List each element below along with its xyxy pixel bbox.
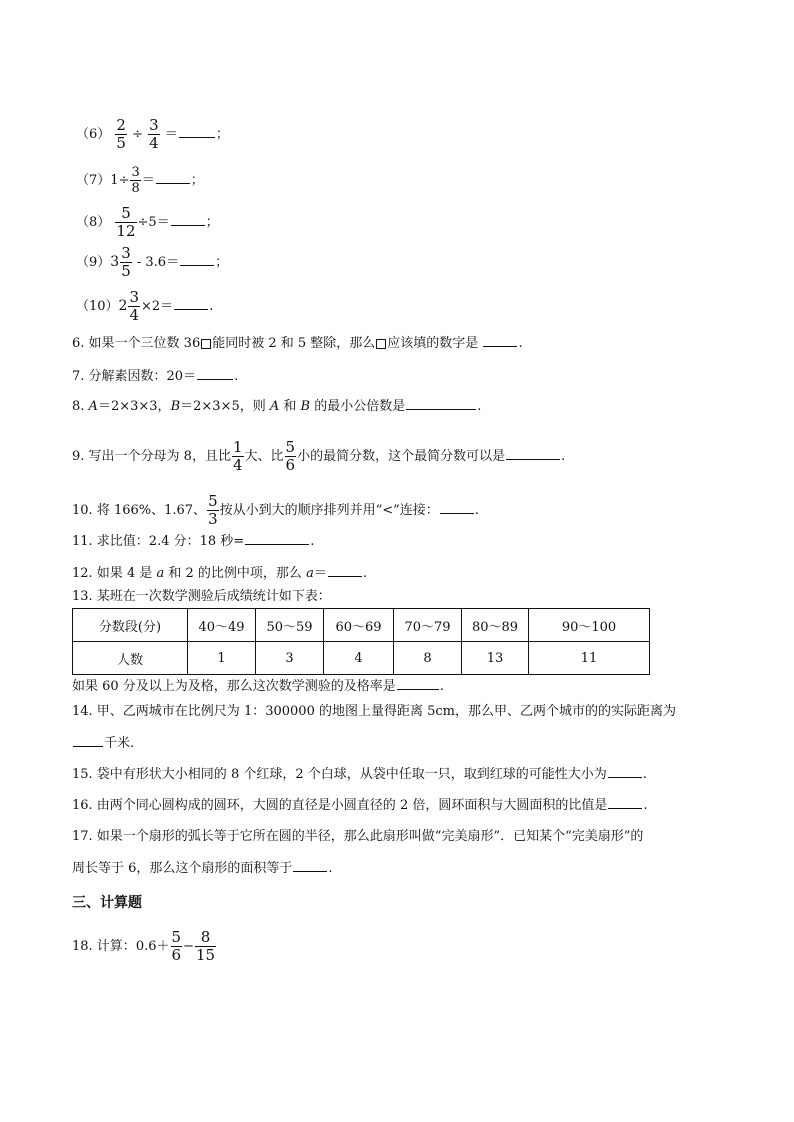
question-14: 14. 甲、乙两城市在比例尺为 1：300000 的地图上量得距离 5cm，那么甲、乙两个城市的的实际距离为 <box>72 704 676 719</box>
answer-blank <box>406 397 476 410</box>
table-row <box>73 609 650 642</box>
table-cell: 分数段(分) <box>73 609 188 642</box>
fraction: $\frac{5}{3}$ <box>208 492 218 528</box>
question-14-line2: 千米. <box>72 734 134 753</box>
question-label: （6） <box>76 127 111 142</box>
answer-blank <box>506 447 560 460</box>
answer-blank <box>156 171 190 184</box>
question-label: （8） <box>76 215 111 230</box>
fraction: $\frac{8}{15}$ <box>195 928 216 964</box>
answer-blank <box>245 532 309 545</box>
fraction: $\frac{1}{4}$ <box>232 438 243 474</box>
table-cell: 50～59 <box>256 609 324 642</box>
question-8b: 8. A＝2×3×3，B＝2×3×5，则 A 和 B 的最小公倍数是 . <box>72 399 482 414</box>
question-9b: 9. 写出一个分母为 8，且比 $\frac{1}{4}$ 大、比 $\frac{5}{6}$ 小的最简分数，这个最简分数可以是 . <box>72 438 566 474</box>
table-cell: 1 <box>188 642 256 675</box>
question-16: 16. 由两个同心圆构成的圆环，大圆的直径是小圆直径的 2 倍，圆环面积与大圆面积的比值是 . <box>72 798 648 813</box>
question-9: （9）3 $\frac{3}{5}$ - 3.6＝ ； <box>76 244 229 280</box>
fraction: $\frac{3}{4}$ <box>149 116 159 152</box>
table-cell: 4 <box>324 642 394 675</box>
answer-blank <box>440 501 474 514</box>
score-table <box>72 608 650 675</box>
fraction: $\frac{2}{5}$ <box>116 116 126 152</box>
question-label: （9） <box>76 255 111 270</box>
fraction: $\frac{5}{6}$ <box>285 438 296 474</box>
answer-blank <box>179 125 215 138</box>
table-cell: 80～89 <box>462 609 529 642</box>
box-placeholder-icon <box>201 339 211 349</box>
question-13-after: 如果 60 分及以上为及格，那么这次数学测验的及格率是 . <box>72 679 444 694</box>
table-cell: 90～100 <box>529 609 650 642</box>
answer-blank <box>197 367 233 380</box>
question-6: （6） $\frac{2}{5}$ ÷ $\frac{3}{4}$ ＝ ； <box>76 116 229 152</box>
table-cell: 8 <box>394 642 462 675</box>
question-17: 17. 如果一个扇形的弧长等于它所在圆的半径，那么此扇形叫做“完美扇形”．已知某个“完美扇形”的 <box>72 829 644 844</box>
table-cell: 11 <box>529 642 650 675</box>
question-12: 12. 如果 4 是 a 和 2 的比例中项，那么 a＝ . <box>72 566 367 581</box>
table-cell: 13 <box>462 642 529 675</box>
question-11: 11. 求比值：2.4 分：18 秒= . <box>72 534 315 549</box>
answer-blank <box>608 765 642 778</box>
question-17-line2: 周长等于 6，那么这个扇形的面积等于 . <box>72 861 333 876</box>
answer-blank <box>397 677 439 690</box>
fraction: $\frac{5}{6}$ <box>171 928 182 964</box>
question-13: 13. 某班在一次数学测验后成绩统计如下表： <box>72 589 331 604</box>
question-8: （8） $\frac{5}{12}$ ÷5＝ ； <box>76 204 219 240</box>
fraction: $\frac{3}{8}$ <box>131 165 140 196</box>
fraction: $\frac{3}{5}$ <box>121 244 131 280</box>
question-6b: 6. 如果一个三位数 36 能同时被 2 和 5 整除，那么 应该填的数字是 . <box>72 336 523 351</box>
table-row <box>73 642 650 675</box>
fraction: $\frac{5}{12}$ <box>116 204 136 240</box>
question-18: 18. 计算：0.6＋ $\frac{5}{6}$ − $\frac{8}{15}$ <box>72 928 216 964</box>
question-label: （7） <box>76 173 111 188</box>
answer-blank <box>73 734 103 747</box>
box-placeholder-icon <box>376 339 386 349</box>
table-cell: 3 <box>256 642 324 675</box>
question-7b: 7. 分解素因数：20＝ . <box>72 369 239 384</box>
answer-blank <box>483 334 517 347</box>
question-7: （7）1÷ $\frac{3}{8}$ ＝ ； <box>76 165 204 196</box>
answer-blank <box>608 796 642 809</box>
question-label: （10） <box>76 299 119 314</box>
table-cell: 人数 <box>73 642 188 675</box>
section-title: 三、计算题 <box>72 895 142 911</box>
fraction: $\frac{3}{4}$ <box>129 288 140 324</box>
table-cell: 60～69 <box>324 609 394 642</box>
answer-blank <box>174 297 208 310</box>
answer-blank <box>293 859 327 872</box>
table-cell: 70～79 <box>394 609 462 642</box>
question-10b: 10. 将 166%、1.67、 $\frac{5}{3}$ 按从小到大的顺序排列并用“<”连接： . <box>72 492 479 528</box>
answer-blank <box>180 253 214 266</box>
question-15: 15. 袋中有形状大小相同的 8 个红球，2 个白球，从袋中任取一只，取到红球的可能性大小为 . <box>72 767 647 782</box>
question-10: （10）2 $\frac{3}{4}$ ×2＝ . <box>76 288 214 324</box>
answer-blank <box>171 213 205 226</box>
table-cell: 40～49 <box>188 609 256 642</box>
answer-blank <box>328 564 362 577</box>
